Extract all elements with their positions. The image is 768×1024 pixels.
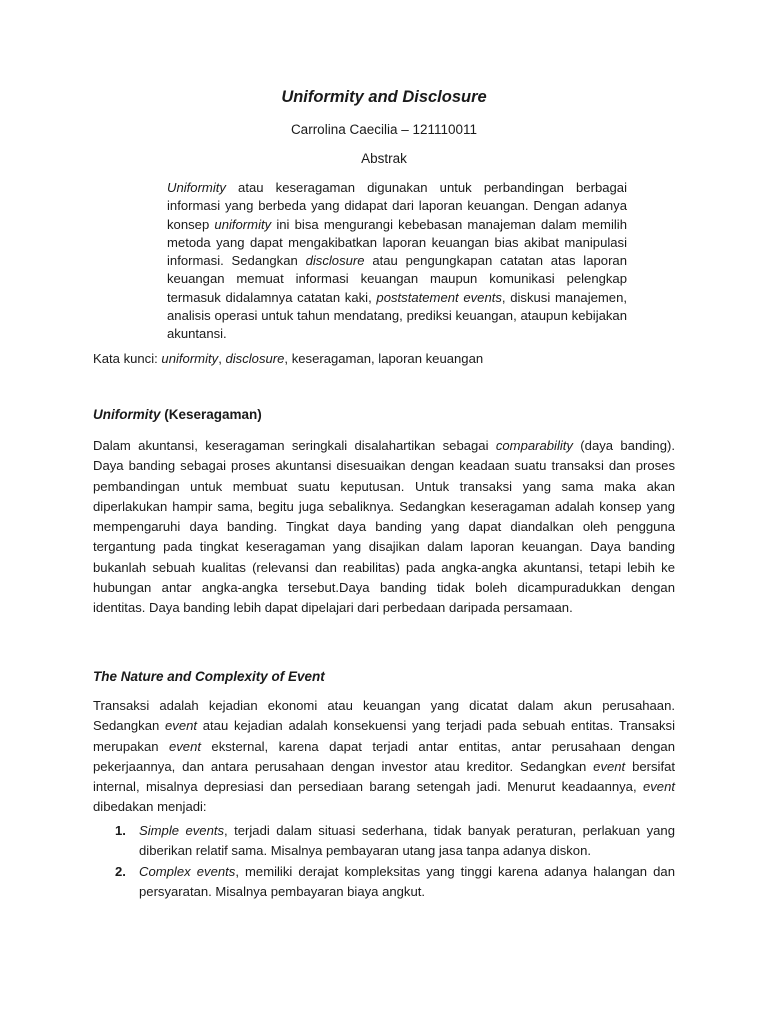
keyword-uniformity: uniformity	[161, 351, 219, 366]
term-poststatement-events: poststatement events	[376, 289, 502, 305]
keywords-line	[93, 350, 693, 368]
section-event-heading: The Nature and Complexity of Event	[93, 669, 325, 684]
event-types-list	[93, 821, 675, 902]
term-comparability: comparability	[495, 438, 573, 453]
term-uniformity: Uniformity	[167, 180, 226, 195]
section-event-text-3: eksternal, karena dapat terjadi antar entitas, antar perusahaan dengan pekerjaannya, dan antara perusahaan dengan investor atau kreditor. Sedangkan	[93, 738, 675, 774]
section-uniformity-heading	[93, 407, 673, 422]
keywords-label: Kata kunci:	[93, 351, 162, 366]
list-item-term: Complex events	[139, 863, 236, 879]
term-disclosure: disclosure	[305, 253, 365, 269]
list-item	[93, 862, 675, 903]
abstract-heading: Abstrak	[361, 151, 407, 166]
term-event: event	[642, 779, 675, 795]
term-uniformity-lower: uniformity	[214, 216, 272, 232]
author-line: Carrolina Caecilia – 121110011	[290, 122, 478, 137]
section-uniformity-paragraph	[93, 436, 675, 619]
keywords-rest: , keseragaman, laporan keuangan	[284, 351, 484, 366]
list-item	[93, 821, 675, 862]
keyword-disclosure: disclosure	[225, 351, 285, 366]
abstract-paragraph	[167, 179, 627, 344]
section-event-text-2: atau kejadian adalah konsekuensi yang terjadi pada sebuah entitas. Transaksi merupakan	[93, 718, 675, 754]
section-event-text-5: dibedakan menjadi:	[93, 799, 207, 815]
abstract-text-2: ini bisa mengurangi kebebasan manajeman dalam memilih metoda yang dapat mengakibatkan laporan keuangan bias akibat manipulasi informasi. Sedangkan	[167, 216, 627, 269]
section-event-paragraph	[93, 696, 675, 818]
term-event: event	[593, 758, 626, 774]
document-title: Uniformity and Disclosure	[281, 88, 487, 106]
section-uniformity-text-2: (daya banding). Daya banding sebagai proses akuntansi disesuaikan dengan keadaan suatu transaksi dan proses pembandingan untuk membuat suatu keputusan. Untuk transaksi yang sama maka akan diperlakukan hampir sama, begitu juga sebaliknya. Sedangkan keseragaman adalah konsep yang mempengaruhi daya banding. Tingkat daya banding yang dapat diandalkan oleh pengguna tergantung pada tingkat keseragaman yang disajikan dalam laporan keuangan. Daya banding bukanlah sebuah kualitas (relevansi dan reabilitas) pada angka-angka akuntansi, tetapi lebih ke hubungan antar angka-angka tersebut.Daya banding tidak boleh dicampuradukkan dengan identitas. Daya banding lebih dapat dipelajari dari perbedaan daripada persamaan.	[93, 438, 675, 616]
list-item-number: 2.	[115, 863, 126, 879]
section-event-text-4: bersifat internal, misalnya depresiasi dan persediaan barang setengah jadi. Menurut keadaannya,	[93, 758, 676, 795]
abstract-text-1: atau keseragaman digunakan untuk perbandingan berbagai informasi yang berbeda yang didapat dari laporan keuangan. Dengan adanya konsep	[167, 180, 627, 232]
list-item-text: , memiliki derajat kompleksitas yang tinggi karena adanya halangan dan persyaratan. Misalnya pembayaran biaya angkut.	[139, 863, 675, 899]
term-event: event	[164, 718, 198, 734]
section-event-text-1: Transaksi adalah kejadian ekonomi atau keuangan yang dicatat dalam akun perusahaan. Sedangkan	[93, 698, 675, 734]
list-item-text: , terjadi dalam situasi sederhana, tidak banyak peraturan, perlakuan yang diberikan relatif sama. Misalnya pembayaran utang jasa tanpa adanya diskon.	[139, 823, 675, 859]
keywords-separator: ,	[218, 351, 226, 366]
term-event: event	[168, 738, 201, 754]
section-uniformity-heading-italic: Uniformity	[93, 407, 161, 422]
list-item-term: Simple events	[139, 823, 225, 838]
section-uniformity-text-1: Dalam akuntansi, keseragaman seringkali disalahartikan sebagai	[93, 438, 496, 453]
list-item-number: 1.	[115, 823, 126, 838]
section-uniformity-heading-rest: (Keseragaman)	[160, 407, 262, 422]
abstract-text-3: atau pengungkapan catatan atas laporan keuangan memuat informasi keuangan maupun komunikasi pelengkap termasuk didalamnya catatan kaki,	[167, 253, 627, 305]
abstract-text-4: , diskusi manajemen, analisis operasi untuk tahun mendatang, prediksi keuangan, ataupun kebijakan akuntansi.	[167, 289, 627, 342]
